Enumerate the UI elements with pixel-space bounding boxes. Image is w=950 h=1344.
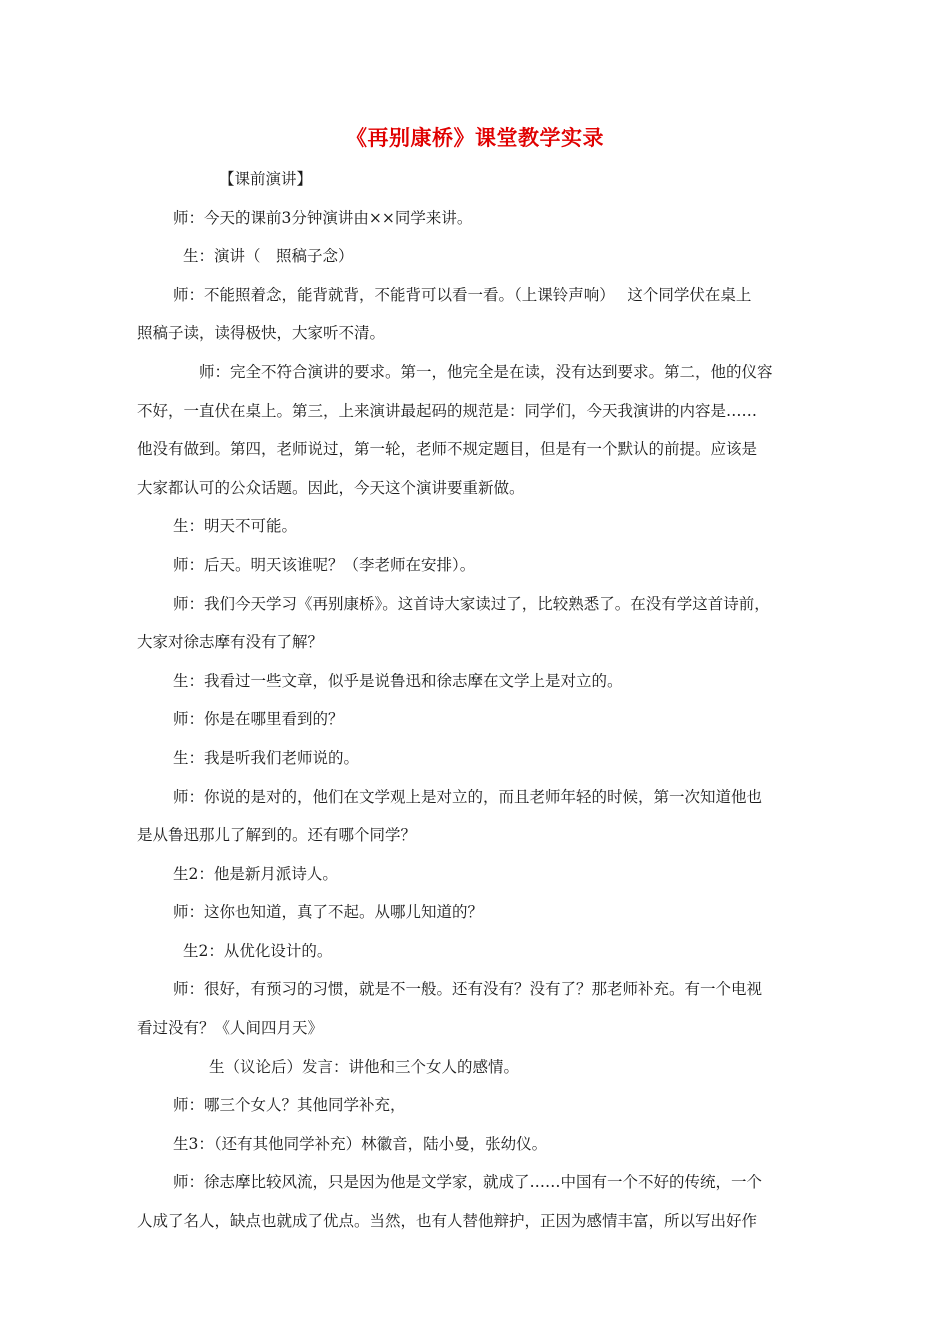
text-line: 生3：（还有其他同学补充）林徽音，陆小曼，张幼仪。 xyxy=(173,1134,548,1153)
document-title: 《再别康桥》课堂教学实录 xyxy=(346,125,604,150)
text-line: 生：我是听我们老师说的。 xyxy=(173,748,360,767)
text-line: 生（议论后）发言：讲他和三个女人的感情。 xyxy=(209,1057,520,1076)
text-line: 大家都认可的公众话题。因此，今天这个演讲要重新做。 xyxy=(137,478,525,497)
text-line: 【课前演讲】 xyxy=(219,170,313,188)
text-line: 师：很好，有预习的习惯，就是不一般。还有没有？没有了？那老师补充。有一个电视 xyxy=(173,980,763,999)
text-line: 是从鲁迅那儿了解到的。还有哪个同学？ xyxy=(137,826,417,845)
text-line: 生：演讲（ 照稿子念） xyxy=(183,247,354,266)
text-line: 师：不能照着念，能背就背，不能背可以看一看。（上课铃声响） 这个同学伏在桌上 xyxy=(173,285,752,304)
text-line: 师：后天。明天该谁呢？（李老师在安排）。 xyxy=(173,555,476,574)
text-line: 师：你说的是对的，他们在文学观上是对立的，而且老师年轻的时候，第一次知道他也 xyxy=(173,787,763,806)
text-line: 师：今天的课前3分钟演讲由××同学来讲。 xyxy=(173,208,473,227)
text-line: 师：哪三个女人？其他同学补充， xyxy=(173,1096,406,1115)
text-line: 生：我看过一些文章，似乎是说鲁迅和徐志摩在文学上是对立的。 xyxy=(173,671,623,690)
text-line: 人成了名人，缺点也就成了优点。当然，也有人替他辩护，正因为感情丰富，所以写出好作 xyxy=(137,1212,758,1231)
text-line: 生2：他是新月派诗人。 xyxy=(173,864,338,883)
text-line: 生2：从优化设计的。 xyxy=(183,941,333,960)
text-line: 不好，一直伏在桌上。第三，上来演讲最起码的规范是：同学们，今天我演讲的内容是…… xyxy=(137,401,758,420)
document-body xyxy=(137,160,827,1241)
text-line: 他没有做到。第四，老师说过，第一轮，老师不规定题目，但是有一个默认的前提。应该是 xyxy=(137,440,758,459)
text-line: 大家对徐志摩有没有了解？ xyxy=(137,633,324,652)
text-line: 师：徐志摩比较风流，只是因为他是文学家，就成了……中国有一个不好的传统，一个 xyxy=(173,1173,763,1192)
text-line: 生：明天不可能。 xyxy=(173,517,298,536)
text-line: 看过没有？《人间四月天》 xyxy=(137,1019,324,1038)
text-line: 师：我们今天学习《再别康桥》。这首诗大家读过了，比较熟悉了。在没有学这首诗前， xyxy=(173,594,770,613)
text-line: 师：这你也知道，真了不起。从哪儿知道的？ xyxy=(173,903,484,922)
text-line: 师：你是在哪里看到的？ xyxy=(173,710,344,729)
text-line: 照稿子读，读得极快，大家听不清。 xyxy=(137,324,386,343)
text-line: 师：完全不符合演讲的要求。第一，他完全是在读，没有达到要求。第二，他的仪容 xyxy=(199,362,773,381)
